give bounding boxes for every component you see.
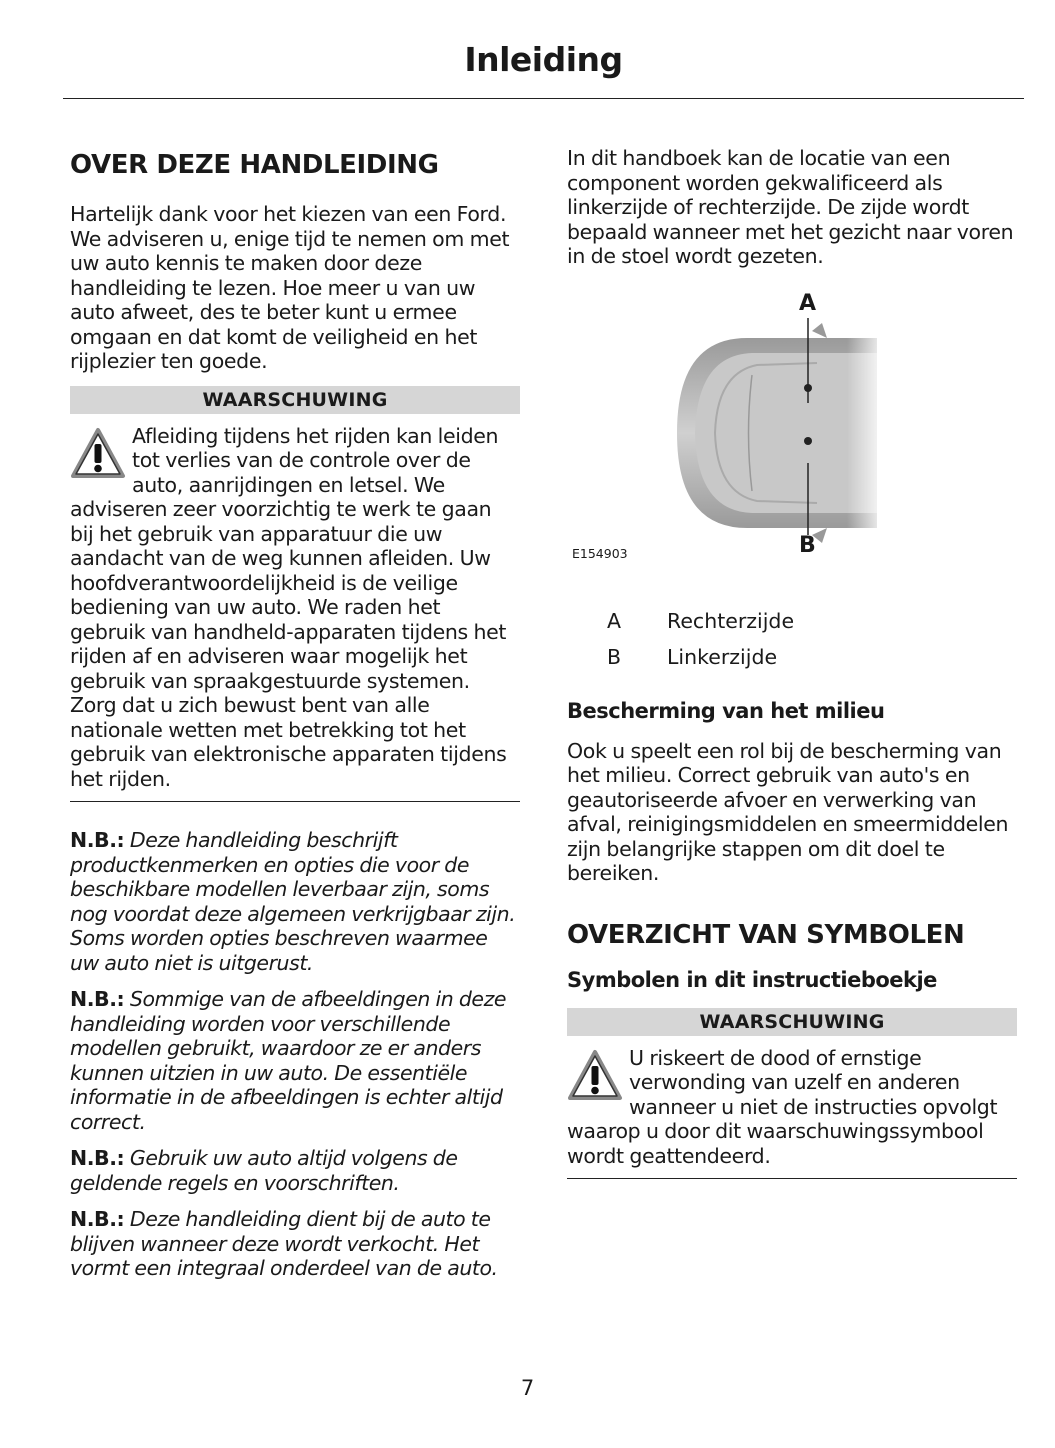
warning-body bbox=[567, 1046, 1017, 1169]
legend-value: Rechterzijde bbox=[667, 608, 795, 633]
notes-list bbox=[70, 828, 520, 1281]
figure-code: E154903 bbox=[572, 545, 628, 561]
figure-label-b: B bbox=[799, 532, 816, 558]
page-number: 7 bbox=[520, 1376, 535, 1400]
warning-bottom-rule bbox=[567, 1178, 1017, 1179]
right-column bbox=[567, 146, 1017, 1179]
warning-box bbox=[70, 386, 520, 803]
warning-triangle-icon bbox=[70, 426, 126, 480]
note-item: N.B.: Deze handleiding beschrijft productkenmerken en opties die voor de beschikbare modellen leverbaar zijn, soms nog voordat deze algemeen verkrijgbaar zijn. Soms worden opties beschreven waarmee uw auto niet is uitgerust. bbox=[70, 828, 516, 975]
header-divider bbox=[63, 98, 1024, 99]
warning-body bbox=[70, 424, 520, 792]
note-item: N.B.: Deze handleiding dient bij de auto te blijven wanneer deze wordt verkocht. Het vormt een integraal onderdeel van de auto. bbox=[70, 1207, 498, 1280]
warning-label: WAARSCHUWING bbox=[70, 386, 520, 414]
side-intro-paragraph: In dit handboek kan de locatie van een component worden gekwalificeerd als linkerzijde of rechterzijde. De zijde wordt bepaald wanneer met het gezicht naar voren in de stoel wordt gezeten. bbox=[567, 146, 1014, 268]
subsection-title-symbolen: Symbolen in dit instructieboekje bbox=[567, 967, 937, 992]
car-side-figure bbox=[567, 283, 1017, 593]
warning-box bbox=[567, 1008, 1017, 1180]
figure-legend bbox=[567, 603, 1017, 675]
legend-row bbox=[567, 639, 1017, 675]
legend-key: B bbox=[607, 644, 622, 669]
left-column bbox=[70, 140, 520, 1293]
warning-text: U riskeert de dood of ernstige verwonding van uzelf en anderen wanneer u niet de instructies opvolgt waarop u door dit waarschuwingssymbool wordt geattendeerd. bbox=[567, 1045, 998, 1168]
warning-triangle-icon bbox=[567, 1048, 623, 1102]
section-title-symbolen: OVERZICHT VAN SYMBOLEN bbox=[567, 919, 965, 950]
figure-label-a: A bbox=[799, 290, 817, 316]
warning-bottom-rule bbox=[70, 801, 520, 802]
note-item: N.B.: Gebruik uw auto altijd volgens de geldende regels en voorschriften. bbox=[70, 1146, 458, 1195]
warning-text: Afleiding tijdens het rijden kan leiden tot verlies van de controle over de auto, aanrijdingen en letsel. We adviseren zeer voorzichtig te werk te gaan bij het gebruik van apparatuur die uw aandacht van de weg kunnen afleiden. Uw hoofdverantwoordelijkheid is de veilige bediening van uw auto. We raden het gebruik van handheld-apparaten tijdens het rijden af en adviseren waar mogelijk het gebruik van spraakgestuurde systemen. Zorg dat u zich bewust bent van alle nationale wetten met betrekking tot het gebruik van elektronische apparaten tijdens het rijden. bbox=[70, 423, 507, 791]
warning-label: WAARSCHUWING bbox=[567, 1008, 1017, 1036]
environment-paragraph: Ook u speelt een rol bij de bescherming van het milieu. Correct gebruik van auto's en geautoriseerde afvoer en verwerking van afval, reinigingsmiddelen en smeermiddelen zijn belangrijke stappen om dit doel te bereiken. bbox=[567, 738, 1009, 885]
legend-key: A bbox=[607, 608, 622, 633]
subsection-title-milieu: Bescherming van het milieu bbox=[567, 698, 885, 723]
legend-value: Linkerzijde bbox=[667, 644, 778, 669]
car-top-view-illustration bbox=[567, 283, 1017, 593]
intro-paragraph: Hartelijk dank voor het kiezen van een Ford. We adviseren u, enige tijd te nemen om met uw auto kennis te maken door deze handleiding te lezen. Hoe meer u van uw auto afweet, des te beter kunt u ermee omgaan en dat komt de veiligheid en het rijplezier ten goede. bbox=[70, 202, 510, 373]
page-title: Inleiding bbox=[464, 40, 623, 79]
section-title-over-deze-handleiding: OVER DEZE HANDLEIDING bbox=[70, 150, 439, 180]
legend-row bbox=[567, 603, 1017, 639]
note-item: N.B.: Sommige van de afbeeldingen in deze handleiding worden voor verschillende modellen gebruikt, waardoor ze er anders kunnen uitzien in uw auto. De essentiële informatie in de afbeeldingen is echter altijd correct. bbox=[70, 987, 507, 1134]
